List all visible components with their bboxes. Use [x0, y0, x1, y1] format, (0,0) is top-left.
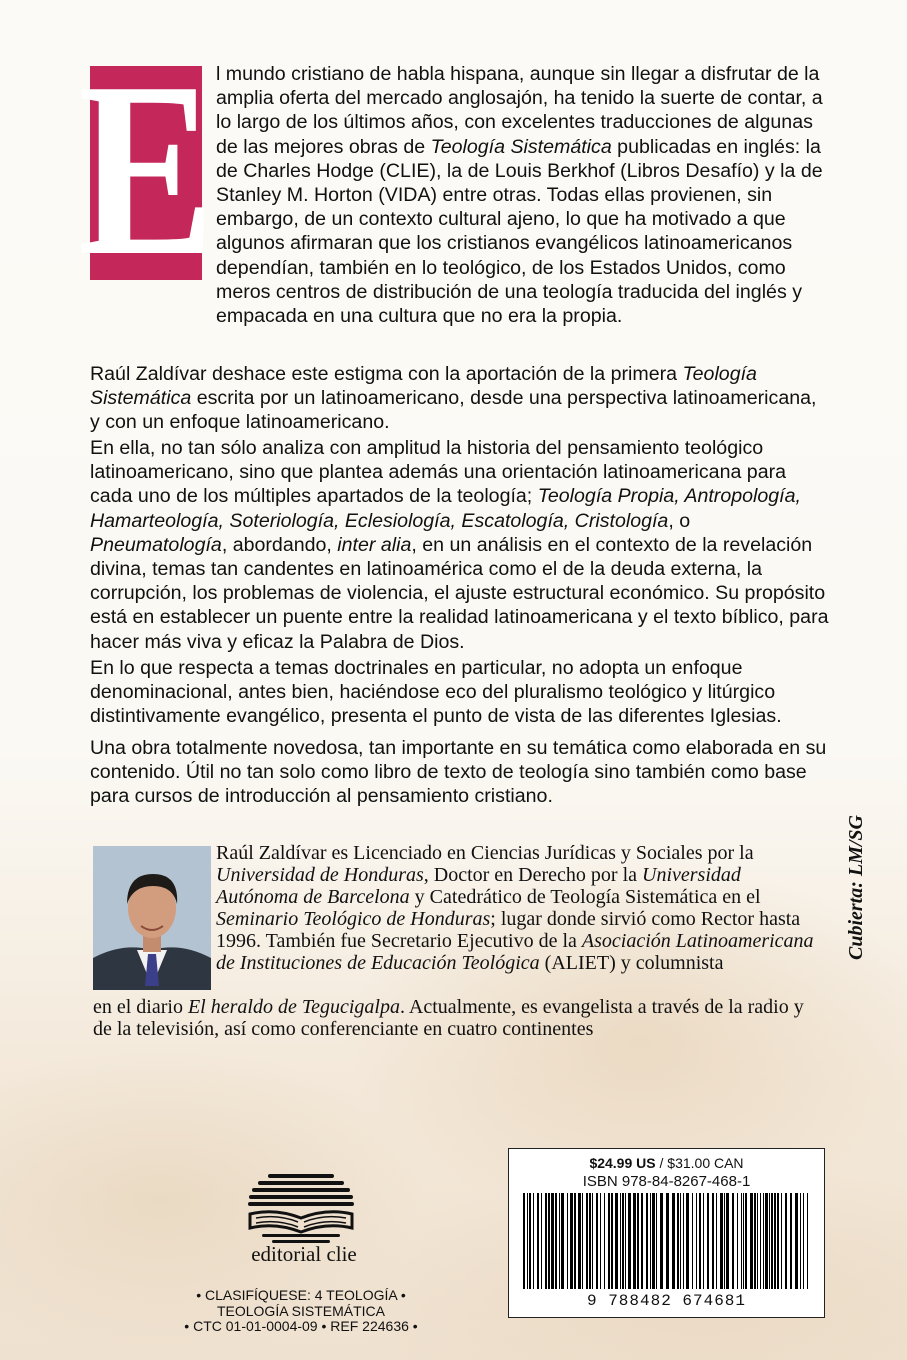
barcode-bar [757, 1193, 758, 1289]
barcode-bar [716, 1193, 717, 1289]
barcode-bar [628, 1193, 631, 1289]
drop-cap-letter: E [77, 31, 215, 308]
barcode-bar [781, 1193, 782, 1289]
barcode-bar [737, 1193, 738, 1289]
barcode-bar [600, 1193, 601, 1289]
publisher-name: editorial clie [251, 1242, 357, 1266]
barcode-bar [625, 1193, 626, 1289]
cover-credit: Cubierta: LM/SG [845, 814, 868, 960]
barcode-bar [646, 1193, 648, 1289]
barcode-bar [800, 1193, 801, 1289]
barcode-bar [680, 1193, 681, 1289]
barcode-bar [611, 1193, 613, 1289]
barcode-bar [790, 1193, 792, 1289]
barcode-bar [570, 1193, 573, 1289]
barcode-bar [771, 1193, 773, 1289]
barcode-bar [633, 1193, 636, 1289]
barcode-bar [548, 1193, 550, 1289]
barcode-bar [622, 1193, 624, 1289]
barcode-bar [666, 1193, 669, 1289]
barcode-bar [720, 1193, 723, 1289]
paragraph-4: En lo que respecta a temas doctrinales en particular, no adopta un enfoque denominacional, antes bien, haciéndose eco del pluralismo teológico y litúrgico distintivamente evangélico, presenta el punto de vista de las diferentes Iglesias. [90, 657, 782, 728]
barcode-bar [692, 1193, 693, 1289]
isbn: ISBN 978-84-8267-468-1 [582, 1173, 751, 1190]
barcode-bar [750, 1193, 753, 1289]
barcode-bar [712, 1193, 714, 1289]
barcode-bar [699, 1193, 701, 1289]
barcode-bar [652, 1193, 655, 1289]
barcode-bar [774, 1193, 776, 1289]
barcode-bar [769, 1193, 770, 1289]
barcode-bar [683, 1193, 684, 1289]
barcode-bar [615, 1193, 618, 1289]
barcode-bar [637, 1193, 639, 1289]
barcode-bar [596, 1193, 598, 1289]
author-photo [93, 846, 211, 990]
barcode-bar [529, 1193, 531, 1289]
barcode-bar [656, 1193, 657, 1289]
barcode-bar [745, 1193, 747, 1289]
barcode-bar [586, 1193, 588, 1289]
barcode-bar [620, 1193, 621, 1289]
author-bio-continued: en el diario El heraldo de Tegucigalpa. Actualmente, es evangelista a través de la radio y de la televisión, así como conferenciante en cuatro continentes [93, 996, 804, 1040]
barcode-bar [537, 1193, 539, 1289]
barcode-bar [523, 1193, 525, 1289]
barcode-bar [545, 1193, 547, 1289]
barcode-bar [555, 1193, 557, 1289]
barcode-bar [592, 1193, 593, 1289]
barcode-bar [795, 1193, 798, 1289]
barcode-bar [703, 1193, 704, 1289]
barcode-icon [521, 1193, 813, 1289]
paragraph-2: Raúl Zaldívar deshace este estigma con la aportación de la primera Teología Sistemática escrita por un latinoamericano, desde una perspectiva latinoamericana, y con un enfoque latinoamericano. [90, 363, 817, 434]
barcode-bar [807, 1193, 808, 1289]
classification: • CLASIFÍQUESE: 4 TEOLOGÍA • TEOLOGÍA SISTEMÁTICA • CTC 01-01-0004-09 • REF 224636 • [184, 1287, 418, 1334]
barcode-bar [754, 1193, 756, 1289]
barcode-bar [765, 1193, 768, 1289]
barcode-bar [541, 1193, 542, 1289]
barcode-bar [604, 1193, 605, 1289]
barcode-bar [672, 1193, 675, 1289]
barcode-bar [650, 1193, 651, 1289]
barcode-bar [777, 1193, 779, 1289]
barcode-bar [707, 1193, 709, 1289]
drop-cap [77, 31, 215, 308]
barcode-bar [803, 1193, 804, 1289]
barcode-bar [578, 1193, 581, 1289]
barcode-bar [567, 1193, 568, 1289]
barcode-bar [732, 1193, 734, 1289]
barcode-bar [785, 1193, 787, 1289]
intro-paragraph: l mundo cristiano de habla hispana, aunque sin llegar a disfrutar de la amplia oferta del mercado anglosajón, ha tenido la suerte de contar, a lo largo de los últimos años, con excelentes traducciones de algunas de las mejores obras de Teología Sistemática publicadas en inglés: la de Charles Hodge (CLIE), la de Louis Berkhof (Libros Desafío) y la de Stanley M. Horton (VIDA) entre otras. Todas ellas provienen, sin embargo, de un contexto cultural ajeno, lo que ha motivado a que algunos afirmaran que los cristianos evangélicos latinoamericanos dependían, también en lo teológico, de los Estados Unidos, como meros centros de distribución de una teología traducida del inglés y empacada en una cultura que no era la propia. [216, 63, 823, 328]
barcode-bar [527, 1193, 528, 1289]
barcode-bar [760, 1193, 761, 1289]
barcode-bar [726, 1193, 729, 1289]
barcode-bar [686, 1193, 689, 1289]
publisher-logo-icon [240, 1168, 362, 1248]
paragraph-5: Una obra totalmente novedosa, tan importante en su temática como elaborada en su contenido. Útil no tan solo como libro de texto de teología sino también como base para cursos de introducción al pensamiento cristiano. [90, 737, 827, 808]
paragraph-3: En ella, no tan sólo analiza con amplitud la historia del pensamiento teológico latinoamericano, sino que plantea además una orientación latinoamericana para cada uno de los múltiples apartados de la teología; Teología Propia, Antropología, Hamarteología, Soteriología, Eclesiología, Escatología, Cristología, o Pneumatología, abordando, inter alia, en un análisis en el contexto de la revelación divina, temas tan candentes en latinoamérica como el de la deuda externa, la corrupción, los problemas de violencia, el ajuste estructural económico. Su propósito está en establecer un puente entre la realidad latinoamericana y el texto bíblico, para hacer más viva y eficaz la Palabra de Dios. [90, 437, 829, 653]
barcode-bar [763, 1193, 764, 1289]
barcode-bar [582, 1193, 583, 1289]
barcode-bar [741, 1193, 742, 1289]
barcode-bar [559, 1193, 560, 1289]
barcode-box [508, 1148, 825, 1318]
barcode-bar [589, 1193, 591, 1289]
author-bio: Raúl Zaldívar es Licenciado en Ciencias Jurídicas y Sociales por la Universidad de Honduras, Doctor en Derecho por la Universidad Autónoma de Barcelona y Catedrático de Teología Sistemática en el Seminario Teológico de Honduras; lugar donde sirvió como Rector hasta 1996. También fue Secretario Ejecutivo de la Asociación Latinoamericana de Instituciones de Educación Teológica (ALIET) y columnista [216, 842, 814, 974]
barcode-bar [660, 1193, 663, 1289]
barcode-bar [561, 1193, 564, 1289]
barcode-bar [533, 1193, 534, 1289]
barcode-bar [574, 1193, 576, 1289]
barcode-bar [641, 1193, 643, 1289]
barcode-digits: 9 788482 674681 [586, 1292, 747, 1310]
barcode-bar [743, 1193, 744, 1289]
price: $24.99 US / $31.00 CAN [589, 1155, 744, 1171]
barcode-bar [724, 1193, 725, 1289]
barcode-bar [696, 1193, 697, 1289]
barcode-bar [551, 1193, 554, 1289]
barcode-bar [677, 1193, 679, 1289]
barcode-bar [608, 1193, 610, 1289]
